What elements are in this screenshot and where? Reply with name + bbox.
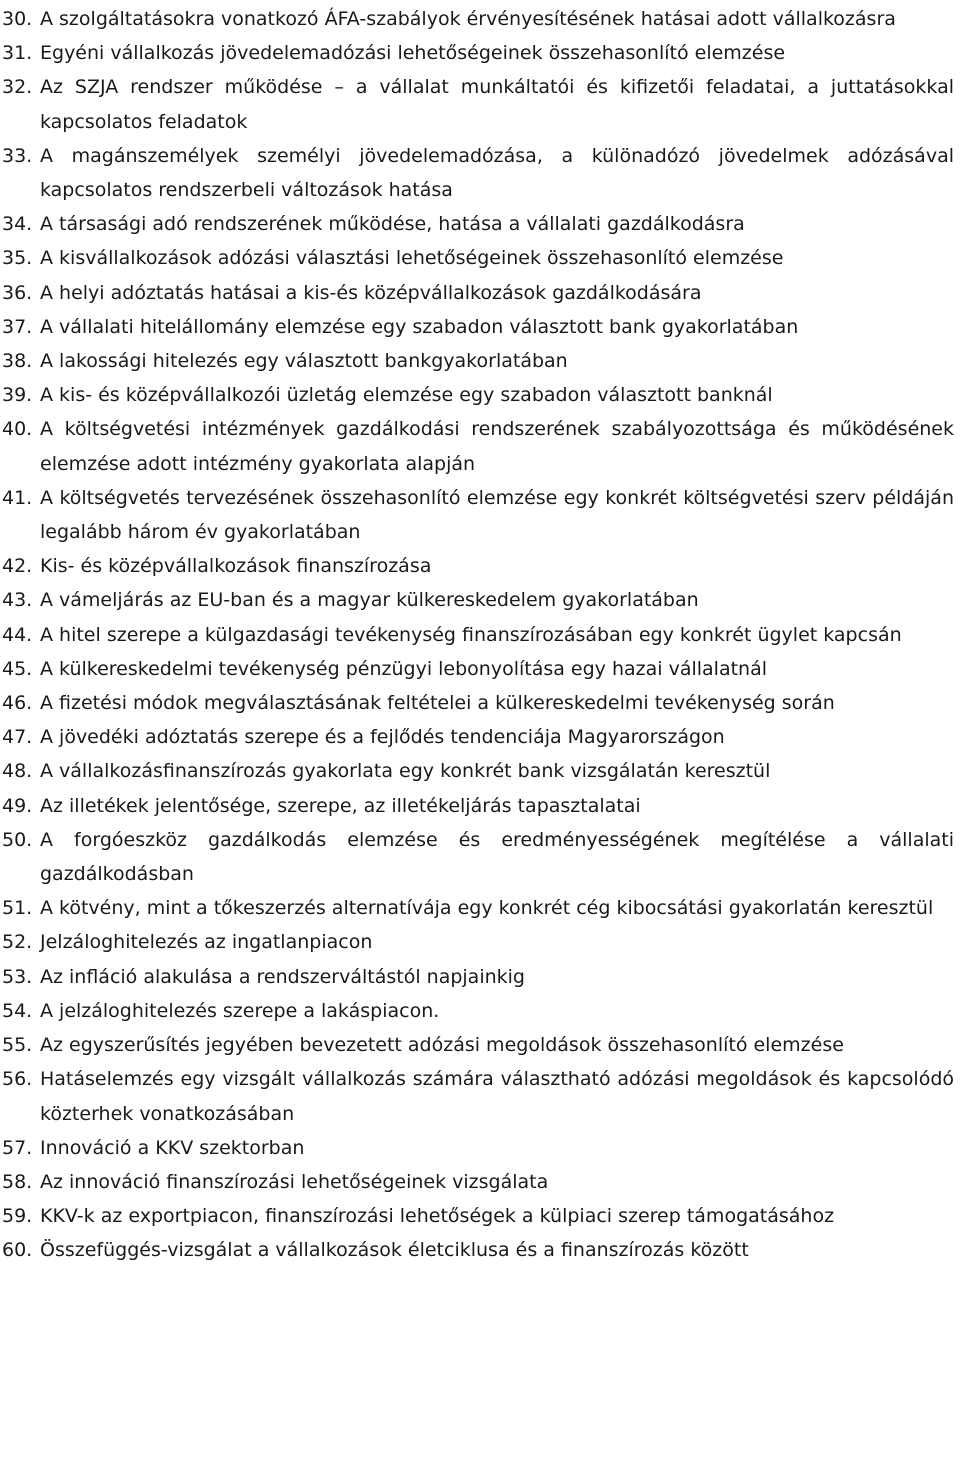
item-number: 57. (2, 1136, 33, 1159)
item-number: 48. (2, 760, 33, 783)
item-text: A társasági adó rendszerének működése, hatása a vállalati gazdálkodásra (40, 213, 745, 236)
list-item (2, 1233, 954, 1267)
list-item (2, 412, 954, 480)
topic-list (2, 2, 954, 1268)
item-number: 30. (2, 8, 33, 30)
list-item (2, 686, 954, 720)
item-text: A vállalkozásfinanszírozás gyakorlata egy konkrét bank vizsgálatán keresztül (40, 760, 771, 783)
list-item (2, 1131, 954, 1165)
item-number: 54. (2, 999, 33, 1022)
item-text: A forgóeszköz gazdálkodás elemzése és eredményességének megítélése a vállalati gazdálkodásban (40, 828, 954, 886)
item-number: 43. (2, 589, 33, 612)
item-number: 55. (2, 1034, 33, 1057)
item-text: A szolgáltatásokra vonatkozó ÁFA-szabályok érvényesítésének hatásai adott vállalkozásra (40, 8, 896, 30)
item-number: 32. (2, 76, 33, 99)
item-number: 34. (2, 213, 33, 236)
item-number: 52. (2, 931, 33, 954)
item-text: Az egyszerűsítés jegyében bevezetett adózási megoldások összehasonlító elemzése (40, 1034, 844, 1057)
item-text: Összefüggés-vizsgálat a vállalkozások életciklusa és a finanszírozás között (40, 1239, 749, 1262)
list-item (2, 925, 954, 959)
item-number: 37. (2, 315, 33, 338)
item-number: 36. (2, 281, 33, 304)
item-text: Az infláció alakulása a rendszerváltástól napjainkig (40, 965, 525, 988)
item-text: Az innováció finanszírozási lehetőségeinek vizsgálata (40, 1170, 549, 1193)
item-number: 46. (2, 692, 33, 715)
list-item (2, 994, 954, 1028)
item-text: A vámeljárás az EU-ban és a magyar külkereskedelem gyakorlatában (40, 589, 699, 612)
item-text: A külkereskedelmi tevékenység pénzügyi lebonyolítása egy hazai vállalatnál (40, 657, 768, 680)
item-number: 51. (2, 897, 33, 920)
item-text: A jelzáloghitelezés szerepe a lakáspiacon. (40, 999, 440, 1022)
list-item (2, 310, 954, 344)
item-text: A vállalati hitelállomány elemzése egy szabadon választott bank gyakorlatában (40, 315, 799, 338)
item-text: Innováció a KKV szektorban (40, 1136, 305, 1159)
item-text: A lakossági hitelezés egy választott bankgyakorlatában (40, 350, 568, 373)
item-text: Kis- és középvállalkozások finanszírozása (40, 555, 432, 578)
item-text: A fizetési módok megválasztásának feltételei a külkereskedelmi tevékenység során (40, 692, 835, 715)
list-item (2, 36, 954, 70)
item-number: 47. (2, 726, 33, 749)
item-text: A költségvetési intézmények gazdálkodási rendszerének szabályozottsága és működésének elemzése adott intézmény gyakorlata alapján (40, 418, 954, 475)
item-text: Az SZJA rendszer működése – a vállalat munkáltatói és kifizetői feladatai, a juttatásokkal kapcsolatos feladatok (40, 76, 954, 133)
item-number: 45. (2, 657, 33, 680)
item-number: 58. (2, 1170, 33, 1193)
list-item (2, 481, 954, 549)
item-number: 50. (2, 828, 33, 851)
item-number: 33. (2, 144, 33, 167)
list-item (2, 583, 954, 617)
item-number: 42. (2, 555, 33, 578)
item-number: 39. (2, 384, 33, 407)
list-item (2, 720, 954, 754)
item-text: A hitel szerepe a külgazdasági tevékenység finanszírozásában egy konkrét ügylet kapcsán (40, 623, 902, 646)
list-item (2, 378, 954, 412)
item-text: A magánszemélyek személyi jövedelemadózása, a különadózó jövedelmek adózásával kapcsolatos rendszerbeli változások hatása (40, 144, 954, 202)
item-number: 59. (2, 1205, 33, 1228)
item-text: A helyi adóztatás hatásai a kis-és középvállalkozások gazdálkodására (40, 281, 702, 304)
item-text: A költségvetés tervezésének összehasonlító elemzése egy konkrét költségvetési szerv példáján legalább három év gyakorlatában (40, 486, 954, 544)
item-number: 40. (2, 418, 33, 441)
list-item (2, 1165, 954, 1199)
item-number: 31. (2, 42, 33, 65)
item-text: A kisvállalkozások adózási választási lehetőségeinek összehasonlító elemzése (40, 247, 784, 270)
list-item (2, 618, 954, 652)
item-text: A jövedéki adóztatás szerepe és a fejlődés tendenciája Magyarországon (40, 726, 725, 749)
item-text: Jelzáloghitelezés az ingatlanpiacon (40, 931, 373, 954)
list-item (2, 1199, 954, 1233)
list-item (2, 207, 954, 241)
list-item (2, 1062, 954, 1130)
list-item (2, 2, 954, 36)
list-item (2, 960, 954, 994)
list-item (2, 891, 954, 925)
list-item (2, 70, 954, 138)
item-number: 35. (2, 247, 33, 270)
item-number: 60. (2, 1239, 33, 1262)
item-number: 41. (2, 486, 33, 509)
item-text: A kis- és középvállalkozói üzletág elemzése egy szabadon választott banknál (40, 384, 773, 407)
list-item (2, 241, 954, 275)
item-text: A kötvény, mint a tőkeszerzés alternatívája egy konkrét cég kibocsátási gyakorlatán keresztül (40, 897, 934, 920)
item-number: 56. (2, 1068, 33, 1091)
list-item (2, 276, 954, 310)
list-item (2, 823, 954, 891)
list-item (2, 1028, 954, 1062)
item-number: 44. (2, 623, 33, 646)
list-item (2, 139, 954, 207)
list-item (2, 344, 954, 378)
list-item (2, 549, 954, 583)
list-item (2, 652, 954, 686)
item-number: 38. (2, 350, 33, 373)
item-text: Egyéni vállalkozás jövedelemadózási lehetőségeinek összehasonlító elemzése (40, 42, 786, 65)
item-text: KKV-k az exportpiacon, finanszírozási lehetőségek a külpiaci szerep támogatásához (40, 1205, 835, 1228)
item-text: Hatáselemzés egy vizsgált vállalkozás számára választható adózási megoldások és kapcsolódó közterhek vonatkozásában (40, 1068, 954, 1125)
item-number: 53. (2, 965, 33, 988)
list-item (2, 754, 954, 788)
list-item (2, 789, 954, 823)
item-number: 49. (2, 794, 33, 817)
item-text: Az illetékek jelentősége, szerepe, az illetékeljárás tapasztalatai (40, 794, 641, 817)
